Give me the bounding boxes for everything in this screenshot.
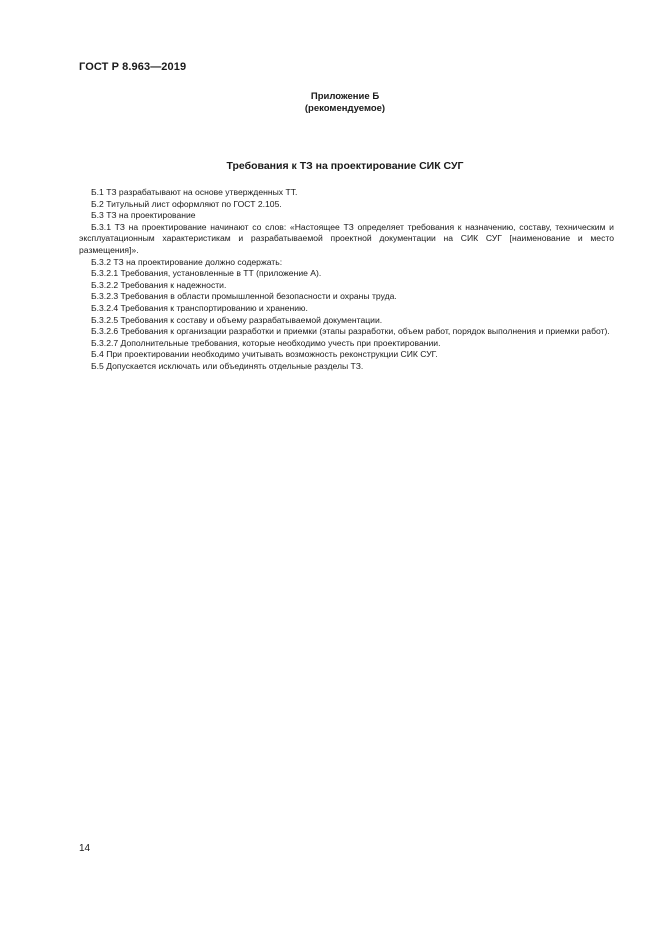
paragraph: Б.3.2.5 Требования к составу и объему разрабатываемой документации. [91,314,383,325]
appendix-heading [200,91,490,115]
paragraph: Б.1 ТЗ разрабатывают на основе утвержденных ТТ. [91,187,298,197]
paragraph: Б.3.2.7 Дополнительные требования, которые необходимо учесть при проектировании. [91,337,441,348]
paragraph: Б.3.2.2 Требования к надежности. [91,279,227,290]
paragraph: Б.3.2.4 Требования к транспортированию и хранению. [91,302,308,313]
appendix-title: Приложение Б [310,91,380,102]
appendix-subtitle: (рекомендуемое) [304,103,386,114]
paragraph: Б.5 Допускается исключать или объединять отдельные разделы ТЗ. [91,360,364,371]
page-number: 14 [79,843,91,854]
section-heading: Требования к ТЗ на проектирование СИК СУГ [226,160,464,172]
paragraph: Б.3 ТЗ на проектирование [91,210,196,221]
paragraph: Б.3.2.6 Требования к организации разработки и приемки (этапы разработки, объем работ, порядок выполнения и приемки работ). [91,326,610,337]
paragraph: Б.4 При проектировании необходимо учитывать возможность реконструкции СИК СУГ. [91,349,438,360]
paragraph: Б.3.2.3 Требования в области промышленной безопасности и охраны труда. [91,291,397,302]
body-text [79,187,614,373]
paragraph: Б.2 Титульный лист оформляют по ГОСТ 2.105. [91,198,282,209]
paragraph: Б.3.2 ТЗ на проектирование должно содержать: [91,256,283,267]
paragraph: Б.3.1 ТЗ на проектирование начинают со слов: «Настоящее ТЗ определяет требования к назначению, составу, техническим и эксплуатационным характеристикам и разрабатываемой проектной документации на СИК СУГ [наименование и место размещения]». [79,221,614,255]
document-code: ГОСТ Р 8.963—2019 [79,61,187,73]
paragraph: Б.3.2.1 Требования, установленные в ТТ (приложение А). [91,268,322,279]
